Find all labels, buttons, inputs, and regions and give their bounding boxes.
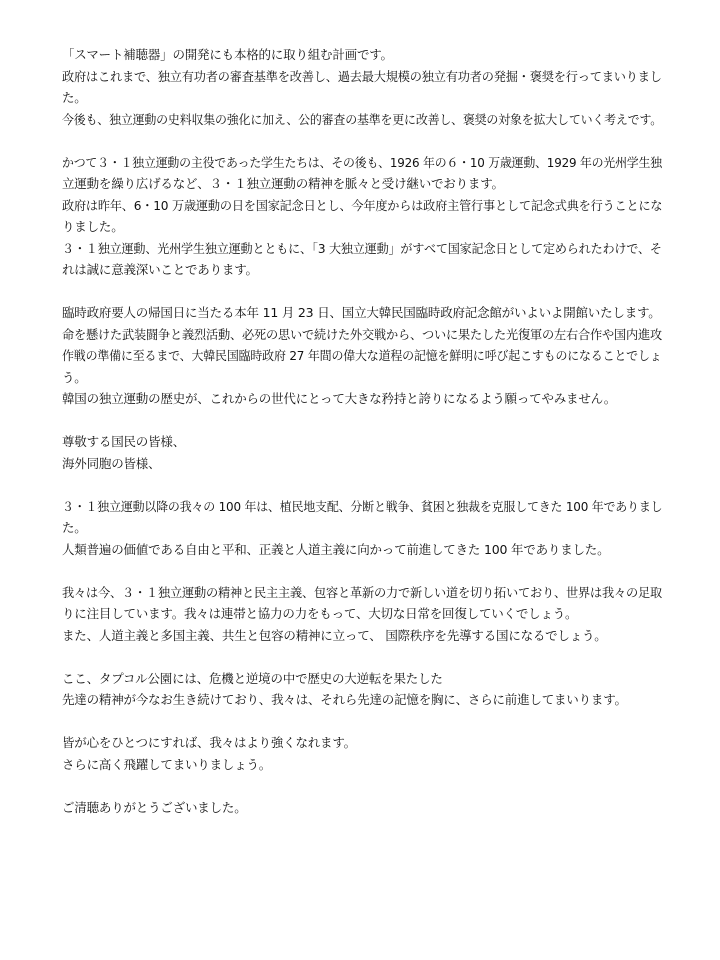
- text-line: れは誠に意義深いことであります。: [62, 262, 258, 277]
- text-line: さらに高く飛躍してまいりましょう。: [62, 756, 272, 772]
- text-line: 今後も、独立運動の史料収集の強化に加え、公的審査の基準を更に改善し、褒奨の対象を拡大していく考えです。: [62, 111, 663, 127]
- text-line: 「スマート補聴器」の開発にも本格的に取り組む計画です。: [62, 47, 393, 62]
- text-line: ３・１独立運動、光州学生独立運動とともに、「3 大独立運動」がすべて国家記念日として定められたわけで、そ: [62, 240, 662, 256]
- text-line: た。: [62, 90, 87, 105]
- paragraph-tapgol-park: [62, 668, 662, 711]
- text-line: 臨時政府要人の帰国日に当たる本年 11 月 23 日、国立大韓民国臨時政府記念館がいよいよ開館いたします。: [62, 305, 661, 320]
- text-line: 人類普遍の価値である自由と平和、正義と人道主義に向かって前進してきた 100 年でありました。: [62, 541, 610, 557]
- text-line: 先達の精神が今なお生き続けており、我々は、それら先達の記憶を胸に、さらに前進してまいります。: [62, 692, 627, 707]
- paragraph-hearing-aid-and-awards: [62, 44, 662, 130]
- text-line: 作戦の準備に至るまで、大韓民国臨時政府 27 年間の偉大な道程の記憶を鮮明に呼び起こすものになることでしょ: [62, 348, 662, 363]
- paragraph-salutation: [62, 431, 662, 474]
- text-line: 皆が心をひとつにすれば、我々はより強くなれます。: [62, 735, 356, 750]
- text-line: た。: [62, 520, 87, 535]
- text-line: かつて３・１独立運動の主役であった学生たちは、その後も、1926 年の６・10 万歳運動、1929 年の光州学生独: [62, 154, 662, 170]
- text-line: ３・１独立運動以降の我々の 100 年は、植民地支配、分断と戦争、貧困と独裁を克服してきた 100 年でありまし: [62, 498, 663, 514]
- paragraph-new-path: [62, 582, 662, 647]
- text-line: 命を懸けた武装闘争と義烈活動、必死の思いで続けた外交戦から、ついに果たした光復軍の左右合作や国内進攻: [62, 326, 663, 342]
- text-line: 尊敬する国民の皆様、: [62, 434, 186, 449]
- text-line: りました。: [62, 219, 124, 234]
- text-line: ご清聴ありがとうございました。: [62, 799, 247, 815]
- text-line: 韓国の独立運動の歴史が、これからの世代にとって大きな矜持と誇りになるよう願ってやみません。: [62, 391, 617, 406]
- text-line: りに注目しています。我々は連帯と協力の力をもって、大切な日常を回復していくでしょう。: [62, 606, 578, 621]
- text-line: 立運動を繰り広げるなど、３・１独立運動の精神を脈々と受け継いでおります。: [62, 176, 504, 191]
- text-line: う。: [62, 369, 87, 385]
- paragraph-unity: [62, 732, 662, 775]
- text-line: また、人道主義と多国主義、共生と包容の精神に立って、 国際秩序を先導する国になるでしょう。: [62, 627, 607, 643]
- text-line: 政府は昨年、6・10 万歳運動の日を国家記念日とし、今年度からは政府主管行事として記念式典を行うことにな: [62, 197, 663, 213]
- text-line: ここ、タプコル公園には、危機と逆境の中で歴史の大逆転を果たした: [62, 670, 443, 686]
- speech-body: [62, 44, 662, 840]
- paragraph-hundred-years: [62, 496, 662, 561]
- paragraph-provisional-government-memorial: [62, 302, 662, 410]
- paragraph-closing: [62, 797, 662, 819]
- paragraph-student-movements: [62, 152, 662, 281]
- text-line: 海外同胞の皆様、: [62, 455, 161, 471]
- text-line: 我々は今、３・１独立運動の精神と民主主義、包容と革新の力で新しい道を切り拓いており、世界は我々の足取: [62, 584, 663, 600]
- text-line: 政府はこれまで、独立有功者の審査基準を改善し、過去最大規模の独立有功者の発掘・褒奨を行ってまいりまし: [62, 68, 662, 84]
